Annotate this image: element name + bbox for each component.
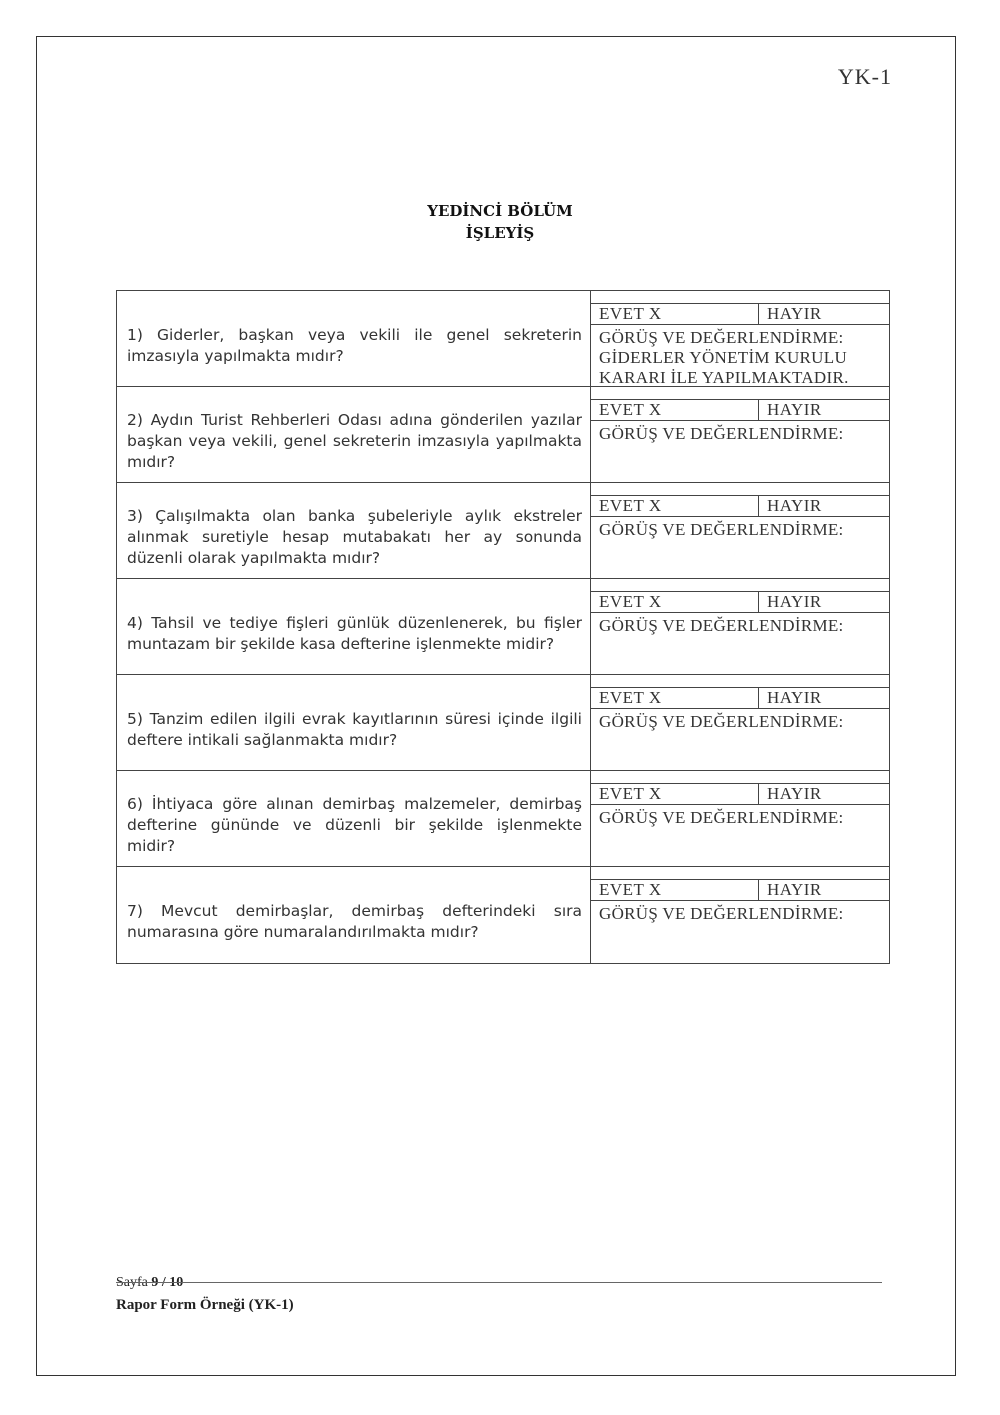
answer-cell (591, 867, 889, 963)
question-row-7 (117, 867, 889, 963)
comment-label: GÖRÜŞ VE DEĞERLENDİRME: (599, 904, 844, 923)
question-row-5 (117, 675, 889, 771)
yes-option[interactable]: EVET X (591, 688, 759, 708)
no-option[interactable]: HAYIR (767, 592, 822, 611)
comment-label: GÖRÜŞ VE DEĞERLENDİRME: (599, 712, 844, 731)
question-text: 1) Giderler, başkan veya vekili ile genel sekreterin imzasıyla yapılmakta mıdır? (117, 291, 591, 386)
question-row-1 (117, 291, 889, 387)
answer-options (591, 783, 889, 805)
comment-label: GÖRÜŞ VE DEĞERLENDİRME: (599, 616, 844, 635)
answer-cell (591, 771, 889, 866)
yes-option[interactable]: EVET X (591, 496, 759, 516)
no-option[interactable]: HAYIR (767, 880, 822, 899)
footer-page-number (116, 1275, 183, 1291)
answer-options (591, 303, 889, 325)
section-title: YEDİNCİ BÖLÜM (427, 202, 573, 220)
answer-cell (591, 291, 889, 386)
answer-options (591, 687, 889, 709)
footer-divider (116, 1282, 882, 1283)
no-option[interactable]: HAYIR (767, 784, 822, 803)
comment-label: GÖRÜŞ VE DEĞERLENDİRME: (599, 328, 844, 347)
question-row-6 (117, 771, 889, 867)
question-text: 6) İhtiyaca göre alınan demirbaş malzemeler, demirbaş defterine gününde ve düzenli bir şekilde işlenmekte midir? (117, 771, 591, 866)
question-row-2 (117, 387, 889, 483)
comment-label: GÖRÜŞ VE DEĞERLENDİRME: (599, 520, 844, 539)
no-option[interactable]: HAYIR (767, 400, 822, 419)
answer-cell (591, 483, 889, 578)
answer-cell (591, 579, 889, 674)
question-text: 4) Tahsil ve tediye fişleri günlük düzenlenerek, bu fişler muntazam bir şekilde kasa defterine işlenmekte midir? (117, 579, 591, 674)
question-text: 3) Çalışılmakta olan banka şubeleriyle aylık ekstreler alınmak suretiyle hesap mutabakatı her ay sonunda düzenli olarak yapılmakta mıdır? (117, 483, 591, 578)
footer-page-prefix: Sayfa (116, 1275, 148, 1290)
no-option[interactable]: HAYIR (767, 304, 822, 323)
document-code: YK-1 (837, 64, 892, 89)
question-text: 5) Tanzim edilen ilgili evrak kayıtlarının süresi içinde ilgili deftere intikali sağlanmakta mıdır? (117, 675, 591, 770)
footer-form-name: Rapor Form Örneği (YK-1) (116, 1297, 294, 1313)
question-row-3 (117, 483, 889, 579)
answer-options (591, 879, 889, 901)
answer-cell (591, 675, 889, 770)
yes-option[interactable]: EVET X (591, 592, 759, 612)
question-text: 7) Mevcut demirbaşlar, demirbaş defterindeki sıra numarasına göre numaralandırılmakta mıdır? (117, 867, 591, 963)
answer-options (591, 399, 889, 421)
no-option[interactable]: HAYIR (767, 688, 822, 707)
yes-option[interactable]: EVET X (591, 880, 759, 900)
question-row-4 (117, 579, 889, 675)
no-option[interactable]: HAYIR (767, 496, 822, 515)
footer-page-value: 9 / 10 (151, 1275, 184, 1290)
answer-cell (591, 387, 889, 482)
comment-text-line: KARARI İLE YAPILMAKTADIR. (599, 368, 849, 387)
answer-options (591, 591, 889, 613)
yes-option[interactable]: EVET X (591, 304, 759, 324)
answer-options (591, 495, 889, 517)
yes-option[interactable]: EVET X (591, 784, 759, 804)
comment-text-line: GİDERLER YÖNETİM KURULU (599, 348, 848, 367)
question-text: 2) Aydın Turist Rehberleri Odası adına gönderilen yazılar başkan veya vekili, genel sekreterin imzasıyla yapılmakta mıdır? (117, 387, 591, 482)
question-table (116, 290, 890, 964)
comment-label: GÖRÜŞ VE DEĞERLENDİRME: (599, 424, 844, 443)
comment-label: GÖRÜŞ VE DEĞERLENDİRME: (599, 808, 844, 827)
yes-option[interactable]: EVET X (591, 400, 759, 420)
section-subtitle: İŞLEYİŞ (465, 224, 535, 242)
section-heading (0, 200, 1000, 244)
